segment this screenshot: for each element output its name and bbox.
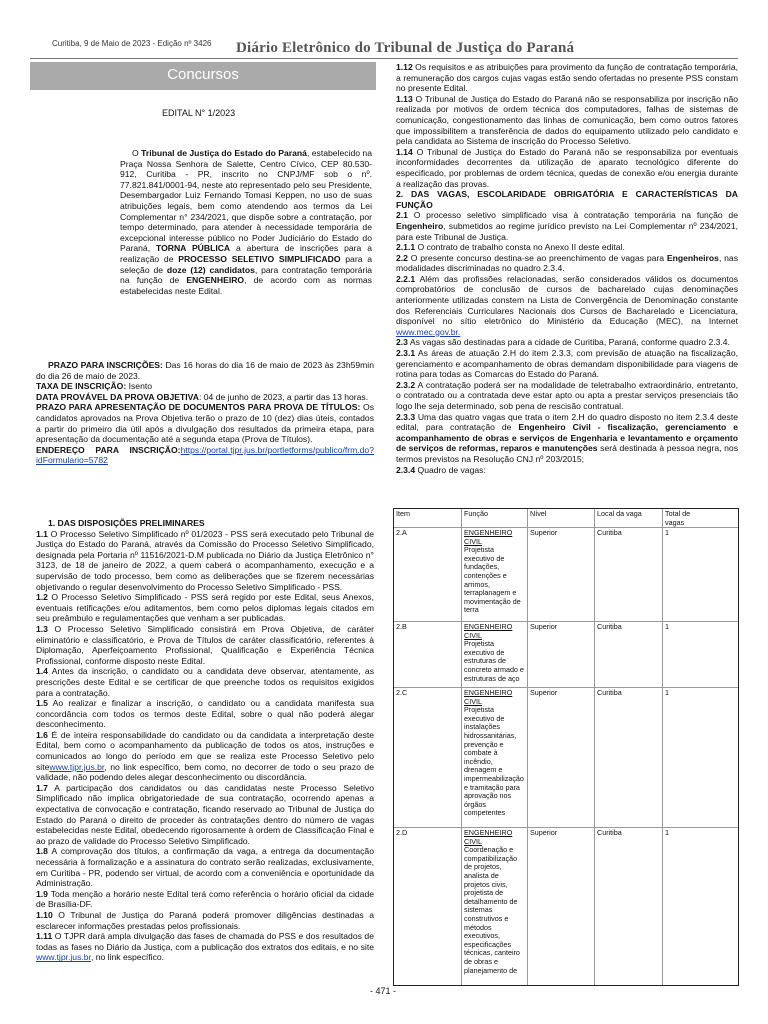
item-1-11 (36, 931, 374, 963)
item-number: 1.9 (36, 888, 48, 899)
table-cell-total: 1 (665, 828, 669, 837)
table-cell-nivel: Superior (530, 688, 558, 697)
item-text: O Tribunal de Justiça do Estado do Paraná não se responsabiliza por inscrição não realizada por motivos de ordem técnica dos computadores, falhas de sistemas de comunicação, congestionamento das linhas de comunicação, bem como outros fatores que impossibilitem a transferência de dados do equipamento utilizado pelo candidato e pela candidata ao Sistema de inscrição do Processo Seletivo. (396, 93, 738, 147)
item-text: O Tribunal de Justiça do Paraná poderá promover diligências destinadas a esclarecer informações prestadas pelos profissionais. (36, 909, 374, 931)
item-number: 1.1 (36, 528, 48, 539)
table-cell-nivel: Superior (530, 622, 558, 631)
table-header-total: Total de vagas (665, 509, 691, 527)
item-number: 1.2 (36, 592, 48, 603)
table-row-divider (394, 827, 738, 828)
inscricao-link[interactable]: https://portal.tjpr.jus.br/portletforms/publico/frm.do?idFormulario=5782 (36, 444, 374, 466)
deadlines-block (36, 360, 374, 466)
item-1-13 (396, 94, 738, 147)
item-number: 1.3 (36, 623, 48, 634)
item-2-3-4: 2.3.4 Quadro de vagas: (396, 464, 486, 475)
item-number: 1.8 (36, 846, 48, 857)
item-2-3-1: 2.3.1 As áreas de atuação 2.H do item 2.3.3, com previsão de atuação na fiscalização, gerenciamento e acompanhamento de obras demandam disponibilidade para viagens de rotina para todas as Comarcas do Estado do Paraná. (396, 348, 738, 380)
item-1-14 (396, 147, 738, 189)
table-cell-local: Curitiba (597, 688, 622, 697)
item-1-8 (36, 846, 374, 888)
table-cell-local: Curitiba (597, 828, 622, 837)
table-header-local: Local da vaga (597, 509, 642, 518)
table-cell-nivel: Superior (530, 828, 558, 837)
item-text: O TJPR dará ampla divulgação das fases de chamada do PSS e dos resultados de todas as fases no Diário da Justiça, com a publicação dos extratos dos editais, e no site (36, 931, 374, 952)
table-col-divider (461, 509, 462, 985)
item-1-6 (36, 730, 374, 783)
item-text: É de inteira responsabilidade do candidato ou da candidata a interpretação deste Edital, bem como o acompanhamento da publicação de todos os atos, instruções e comunicados ao longo do período em que se realiza este Processo Seletivo pelo site (36, 729, 374, 772)
item-text-tail: , no link específico. (90, 952, 165, 963)
table-cell-total: 1 (665, 622, 669, 631)
section-2-heading: 2. DAS VAGAS, ESCOLARIDADE OBRIGATÓRIA E CARACTERÍSTICAS DA FUNÇÃO (396, 189, 738, 210)
table-cell-funcao: ENGENHEIRO CIVIL Projetista executivo de fundações, contenções e arrimos, terraplanagem e movimentação de terra (464, 528, 521, 615)
item-number: 1.5 (36, 698, 48, 709)
vagas-table (393, 508, 739, 986)
table-header-funcao: Função (464, 509, 488, 518)
item-2-3-3: 2.3.3 Uma das quatro vagas que trata o item 2.H do quadro disposto no item 2.3.4 deste edital, para contratação de Engenheiro Civil - fiscalização, gerenciamento e acompanhamento de obras e serviços de Engenharia e levantamento e orçamento de serviços de reformas, reparos e manutenções será destinada à pessoa negra, nos termos previstos na Resolução CNJ nº 203/2015; (396, 411, 738, 464)
prazo-inscricoes: PRAZO PARA INSCRIÇÕES: Das 16 horas do dia 16 de maio de 2023 às 23h59min do dia 26 de maio de 2023. (36, 360, 374, 381)
page-number: - 471 - (370, 986, 397, 996)
item-number: 1.14 (396, 146, 413, 157)
item-text: Antes da inscrição, o candidato ou a candidata deve observar, atentamente, as prescrições deste Edital e se certificar de que preenche todos os requisitos exigidos para a contratação. (36, 666, 374, 698)
item-text: Ao realizar e finalizar a inscrição, o candidato ou a candidata manifesta sua concordância com todos os termos deste Edital, sobre o qual não poderá alegar desconhecimento. (36, 698, 374, 730)
item-1-2 (36, 592, 374, 624)
table-cell-local: Curitiba (597, 528, 622, 537)
table-cell-item: 2.A (396, 528, 407, 537)
section-band: Concursos (30, 62, 376, 90)
table-header-item: Item (396, 509, 410, 518)
item-text: O Tribunal de Justiça do Estado do Paraná não se responsabiliza por eventuais inconformidades decorrentes da utilização de aparato tecnológico diferente do especificado, por problemas de ordem técnica, quedas de conexão e/ou energia durante a realização das provas. (396, 146, 738, 189)
mec-link[interactable]: www.mec.gov.br. (396, 326, 461, 337)
item-number: 1.10 (36, 909, 53, 920)
table-cell-total: 1 (665, 528, 669, 537)
item-2-2: 2.2 O presente concurso destina-se ao preenchimento de vagas para Engenheiros, nas modalidades discriminadas no quadro 2.3.4. (396, 252, 738, 274)
item-number: 1.12 (396, 62, 413, 72)
journal-title: Diário Eletrônico do Tribunal de Justiça do Paraná (236, 40, 575, 56)
endereco-inscricao: ENDEREÇO PARA INSCRIÇÃO:https://portal.tjpr.jus.br/portletforms/publico/frm.do?idFormulario=5782 (36, 444, 374, 466)
edital-title: EDITAL N° 1/2023 (162, 108, 236, 118)
data-prova: DATA PROVÁVEL DA PROVA OBJETIVA: 04 de junho de 2023, a partir das 13 horas. (36, 391, 369, 402)
section-1-items (36, 529, 374, 963)
table-cell-funcao: ENGENHEIRO CIVIL Projetista executivo de instalações hidrossanitárias, prevenção e combate à incêndio, drenagem e impermeabilização e tramitação para aprovação nos órgãos competentes (464, 688, 524, 818)
table-cell-item: 2.B (396, 622, 407, 631)
item-1-12 (396, 62, 738, 94)
item-2-3: 2.3 As vagas são destinadas para a cidade de Curitiba, Paraná, conforme quadro 2.3.4. (396, 337, 730, 348)
intro-paragraph: O Tribunal de Justiça do Estado do Paraná, estabelecido na Praça Nossa Senhora de Salette, Centro Cívico, CEP 80.530-912, Curitiba - PR, inscrito no CNPJ/MF sob o nº. 77.821.841/0001-94, neste ato representado pelo seu Presidente, Desembargador Luiz Fernando Tomasi Keppen, no uso de suas atribuições legais, bem como atendendo aos termos da Lei Complementar n° 234/2021, que dispõe sobre a contratação, por tempo determinado, para atender à necessidade temporária de excepcional interesse público no Poder Judiciário do Estado do Paraná, TORNA PÚBLICA a abertura de inscrições para a realização de PROCESSO SELETIVO SIMPLIFICADO para a seleção de doze (12) candidatos, para contratação temporária na função de ENGENHEIRO, de acordo com as normas estabelecidas neste Edital. (120, 148, 373, 296)
taxa-inscricao: TAXA DE INSCRIÇÃO: Isento (36, 381, 153, 392)
item-1-5 (36, 698, 374, 730)
table-col-divider (594, 509, 595, 985)
table-col-divider (527, 509, 528, 985)
right-column (396, 62, 738, 475)
item-1-10 (36, 910, 374, 931)
item-number: 1.7 (36, 782, 48, 793)
table-cell-funcao: ENGENHEIRO CIVIL Coordenação e compatibilização de projetos, analista de projetos civis, projetista de detalhamento de sistemas construtivos e métodos executivos, especificações técnicas, canteiro de obras e planejamento de (464, 828, 520, 975)
table-row-divider (394, 621, 738, 622)
item-number: 1.6 (36, 729, 48, 740)
header-divider (30, 58, 738, 59)
table-header-nivel: Nível (530, 509, 547, 518)
table-col-divider (662, 509, 663, 985)
item-1-4 (36, 666, 374, 698)
section-1-heading: 1. DAS DISPOSIÇÕES PRELIMINARES (48, 518, 205, 528)
item-number: 1.4 (36, 666, 48, 677)
item-text: O Processo Seletivo Simplificado nº 01/2023 - PSS será executado pelo Tribunal de Justiça do Estado do Paraná, através da Comissão do Processo Seletivo Simplificado, designada pela Portaria nº 11516/2021-D.M publicada no Diário da Justiça Eletrônico n° 3123, de 18 de janeiro de 2022, a quem caberá o acompanhamento, execução e a supervisão de todo processo, bem como as deliberações que se fizerem necessárias objetivando o regular desenvolvimento do Processo Seletivo Simplificado - PSS. (36, 528, 374, 592)
item-text: Os requisitos e as atribuições para provimento da função de contratação temporária, a remuneração dos cargos cujas vagas estão sendo ofertadas no presente PSS constam no presente Edital. (396, 62, 738, 94)
items-1-12-to-1-14 (396, 62, 738, 189)
item-text: Toda menção a horário neste Edital terá como referência o horário oficial da cidade de Brasília-DF. (36, 888, 374, 910)
table-row-divider (394, 687, 738, 688)
table-cell-local: Curitiba (597, 622, 622, 631)
item-2-1: 2.1 O processo seletivo simplificado visa à contratação temporária na função de Engenheiro, submetidos ao regime jurídico previsto na Lei Complementar nº 234/2021, para este Tribunal de Justiça. (396, 210, 738, 242)
item-text: O Processo Seletivo Simplificado - PSS será regido por este Edital, seus Anexos, eventuais retificações e/ou aditamentos, bem como pelos diplomas legais citados em seu preâmbulo e regulamentações que venham a ser publicadas. (36, 592, 374, 624)
edition-info: Curitiba, 9 de Maio de 2023 - Edição nº 3426 (52, 39, 212, 48)
item-text: A participação dos candidatos ou das candidatas neste Processo Seletivo Simplificado não implica obrigatoriedade de sua contratação, ocorrendo apenas a expectativa de convocação e contratação, ficando reservado ao Tribunal de Justiça do Estado do Paraná o direito de proceder às contratações dentro do número de vagas estabelecidas neste Edital, obedecendo rigorosamente à ordem de Classificação Final e ao prazo de validade do Processo Seletivo Simplificado. (36, 782, 374, 846)
item-2-1-1: 2.1.1 O contrato de trabalho consta no Anexo II deste edital. (396, 242, 625, 253)
site-link[interactable]: www.tjpr.jus.br (49, 761, 105, 772)
section-1 (36, 518, 374, 963)
table-cell-total: 1 (665, 688, 669, 697)
table-cell-nivel: Superior (530, 528, 558, 537)
table-cell-item: 2.D (396, 828, 408, 837)
item-2-2-1: 2.2.1 Além das profissões relacionadas, serão considerados válidos os documentos comprobatórios de conclusão de cursos de bacharelado cujas denominações anteriormente utilizadas constem na Lista de Convergência de Denominação constante dos Referenciais Curriculares Nacionais dos Cursos de Bacharelado e Licenciatura, disponível no sítio eletrônico do Ministério da Educação (MEC), na Internet www.mec.gov.br. (396, 273, 738, 337)
table-cell-item: 2.C (396, 688, 408, 697)
item-1-3 (36, 624, 374, 666)
item-text-tail: , no link específico, bem como, no decorrer de todo o seu prazo de validade, não podendo deles alegar desconhecimento ou discordância. (36, 761, 374, 783)
item-number: 1.13 (396, 93, 413, 104)
site-link[interactable]: www.tjpr.jus.br (36, 952, 91, 963)
item-1-9 (36, 889, 374, 910)
item-1-1 (36, 529, 374, 593)
item-text: O Processo Seletivo Simplificado consistirá em Prova Objetiva, de caráter eliminatório e classificatório, e Prova de Títulos de caráter classificatório, referentes à Diplomação, Aperfeiçoamento Profissional, Qualificação e Experiência Técnica Profissional, conforme disposto neste Edital. (36, 623, 374, 666)
item-text: A comprovação dos títulos, a confirmação da vaga, a entrega da documentação necessária à formalização e a assinatura do contrato serão realizadas, exclusivamente, em Curitiba - PR, podendo ser virtual, de acordo com a conveniência e oportunidade da Administração. (36, 846, 374, 889)
item-number: 1.11 (36, 931, 53, 942)
item-1-7 (36, 783, 374, 847)
table-cell-funcao: ENGENHEIRO CIVIL Projetista executivo de estruturas de concreto armado e estruturas de aço (464, 622, 524, 683)
prazo-documentos: PRAZO PARA APRESENTAÇÃO DE DOCUMENTOS PARA PROVA DE TÍTULOS: Os candidatos aprovados na Prova Objetiva terão o prazo de 10 (dez) dias úteis, contados a partir do primeiro dia útil após a divulgação dos resultados da primeira etapa, para apresentação da documentação até a segunda etapa (Prova de Títulos). (36, 402, 374, 445)
item-2-3-2: 2.3.2 A contratação poderá ser na modalidade de teletrabalho extraordinário, entretanto, o contratado ou a contratada deve estar apto ou apta a prestar serviços presenciais tão logo lhe seja determinado, sob pena de rescisão contratual. (396, 379, 738, 411)
